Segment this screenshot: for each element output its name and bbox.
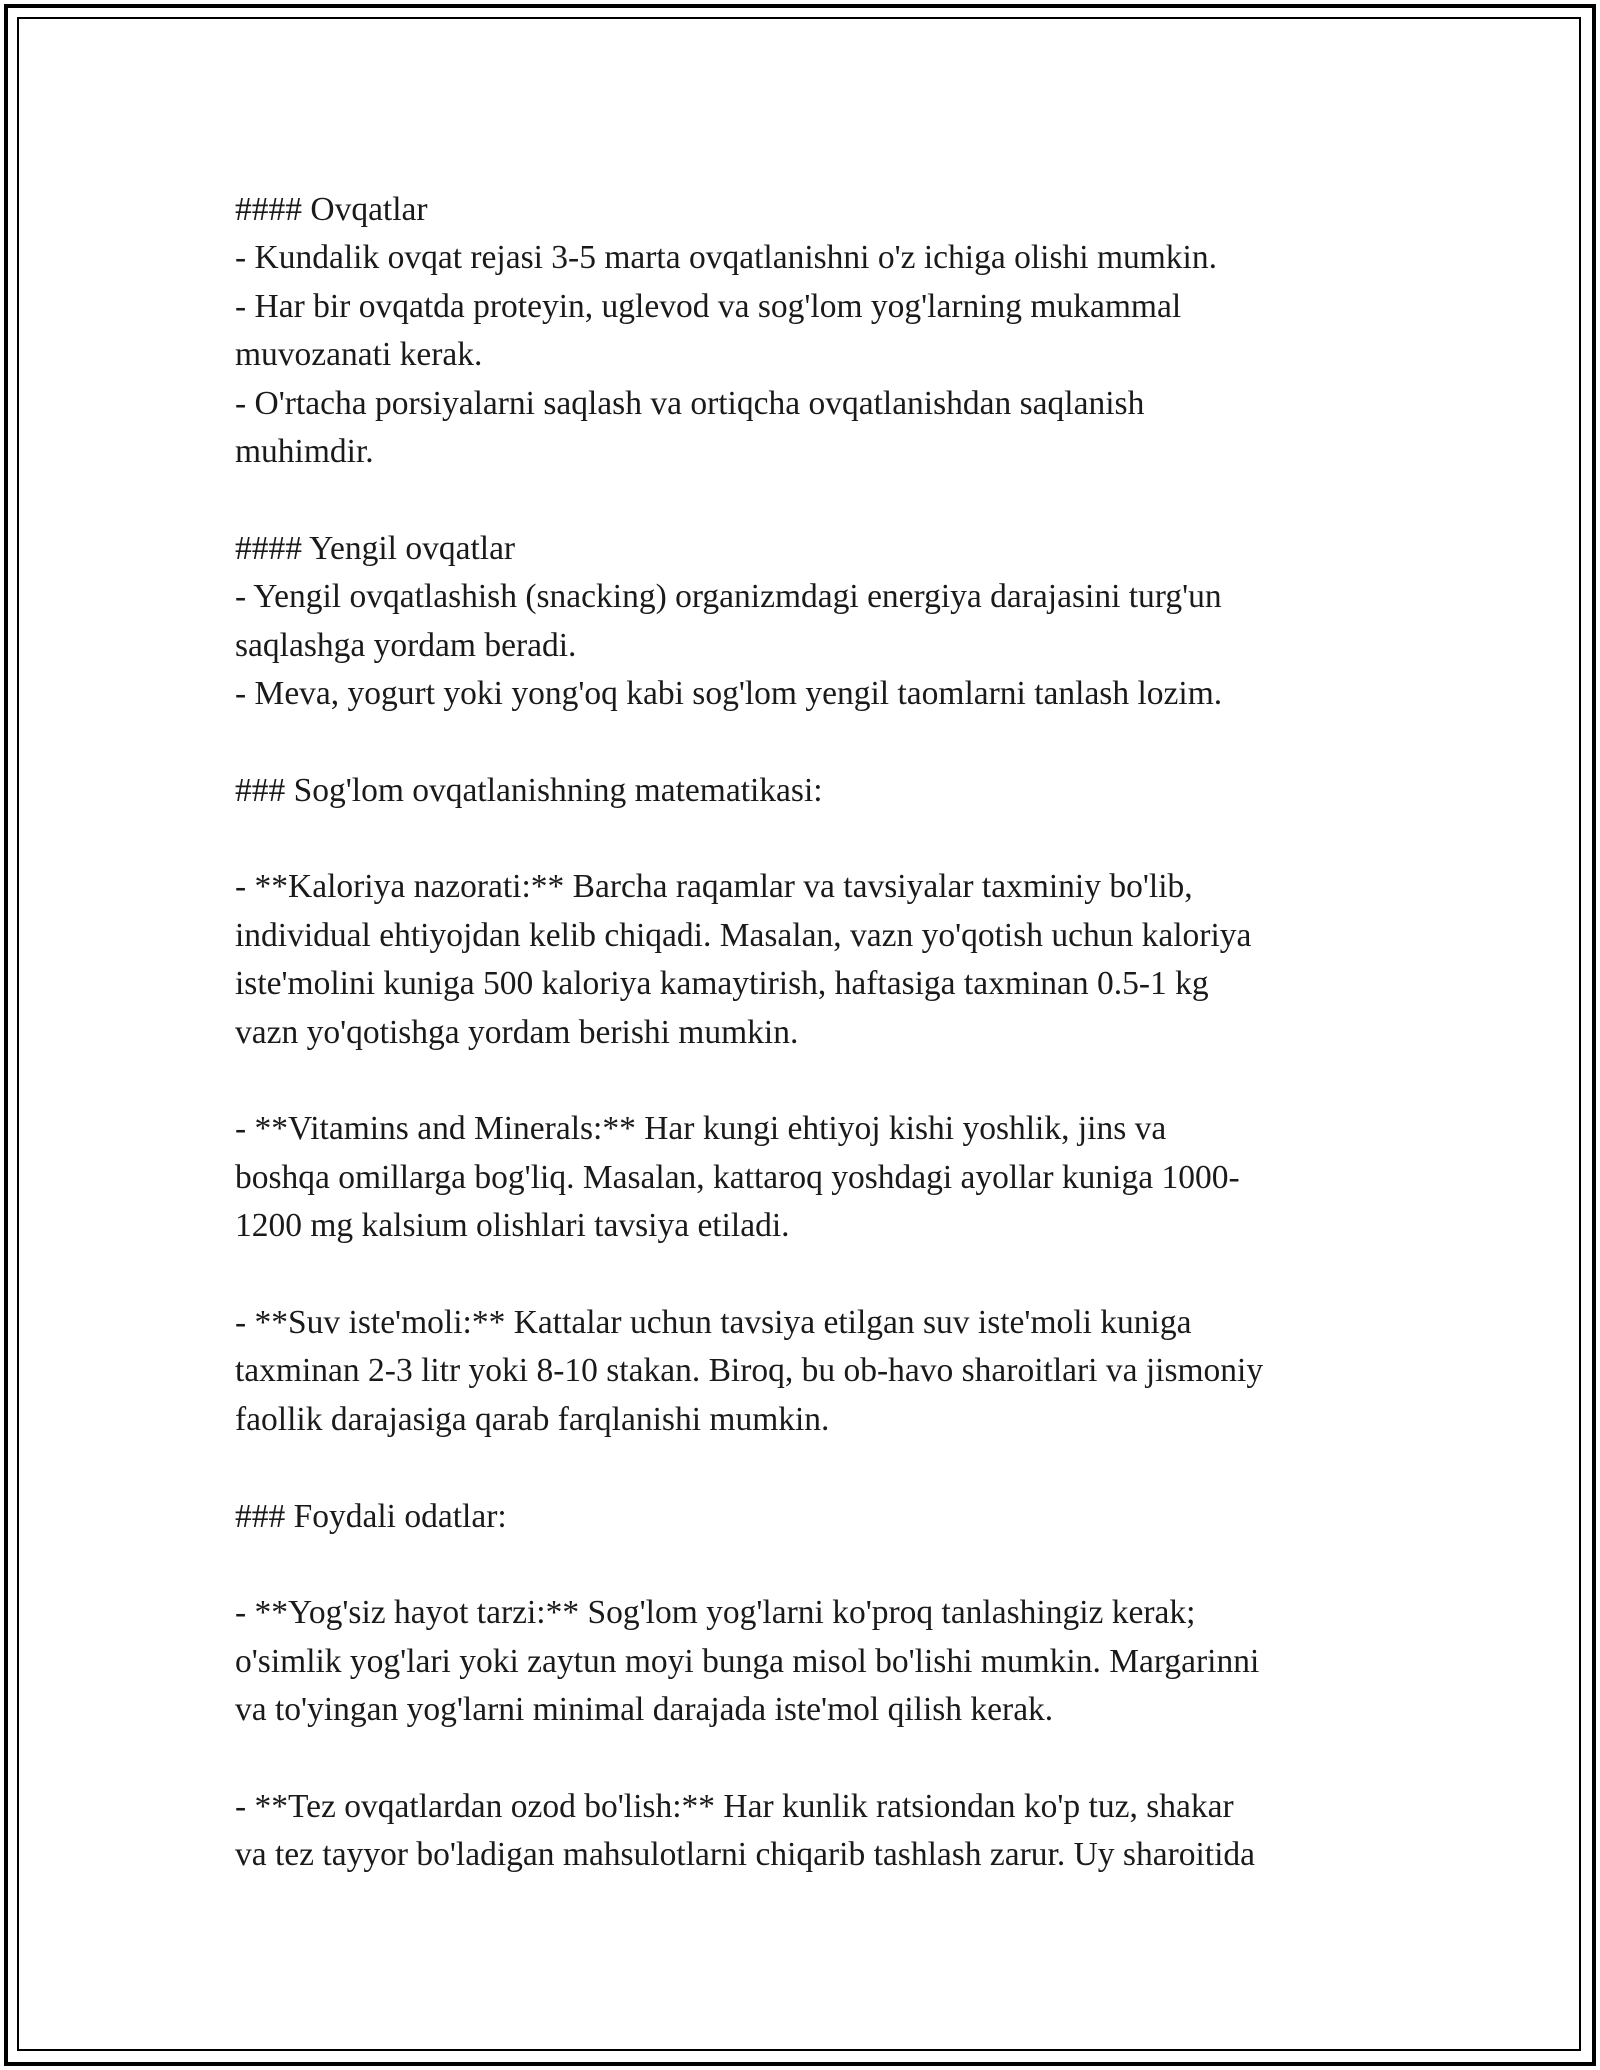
text-line: boshqa omillarga bog'liq. Masalan, kattaroq yoshdagi ayollar kuniga 1000- [235,1158,1240,1196]
text-line: #### Yengil ovqatlar [235,529,516,567]
blank-line [235,1541,1415,1589]
text-line: - **Kaloriya nazorati:** Barcha raqamlar va tavsiyalar taxminiy bo'lib, [235,868,1193,906]
text-line: va to'yingan yog'larni minimal darajada iste'mol qilish kerak. [235,1691,1054,1729]
text-line: muvozanati kerak. [235,336,483,374]
text-line: faollik darajasiga qarab farqlanishi mumkin. [235,1400,830,1438]
blank-line [235,718,1415,766]
blank-line [235,1444,1415,1492]
text-line: - Kundalik ovqat rejasi 3-5 marta ovqatlanishni o'z ichiga olishi mumkin. [235,239,1217,277]
text-line: - Meva, yogurt yoki yong'oq kabi sog'lom yengil taomlarni tanlash lozim. [235,674,1223,712]
text-line: muhimdir. [235,432,374,470]
text-line: va tez tayyor bo'ladigan mahsulotlarni chiqarib tashlash zarur. Uy sharoitida [235,1836,1256,1874]
blank-line [235,476,1415,524]
text-line: saqlashga yordam beradi. [235,626,577,664]
blank-line [235,815,1415,863]
text-line: 1200 mg kalsium olishlari tavsiya etiladi. [235,1207,790,1245]
text-line: - Har bir ovqatda proteyin, uglevod va sog'lom yog'larning mukammal [235,287,1182,325]
blank-line [235,1057,1415,1105]
text-line: - **Tez ovqatlardan ozod bo'lish:** Har kunlik ratsiondan ko'p tuz, shakar [235,1787,1234,1825]
blank-line [235,1735,1415,1783]
blank-line [235,1251,1415,1299]
text-line: taxminan 2-3 litr yoki 8-10 stakan. Biroq, bu ob-havo sharoitlari va jismoniy [235,1352,1264,1390]
text-line: #### Ovqatlar [235,191,428,228]
text-line: ### Sog'lom ovqatlanishning matematikasi: [235,771,823,809]
text-line: - **Suv iste'moli:** Kattalar uchun tavsiya etilgan suv iste'moli kuniga [235,1303,1192,1341]
document-text [235,186,1415,1880]
text-line: iste'molini kuniga 500 kaloriya kamaytirish, haftasiga taxminan 0.5-1 kg [235,965,1209,1003]
text-line: - Yengil ovqatlashish (snacking) organizmdagi energiya darajasini turg'un [235,578,1222,616]
text-line: - **Vitamins and Minerals:** Har kungi ehtiyoj kishi yoshlik, jins va [235,1110,1167,1148]
text-line: o'simlik yog'lari yoki zaytun moyi bunga misol bo'lishi mumkin. Margarinni [235,1642,1260,1680]
text-line: vazn yo'qotishga yordam berishi mumkin. [235,1013,799,1051]
text-line: - O'rtacha porsiyalarni saqlash va ortiqcha ovqatlanishdan saqlanish [235,384,1145,422]
text-line: individual ehtiyojdan kelib chiqadi. Masalan, vazn yo'qotish uchun kaloriya [235,916,1252,954]
text-line: - **Yog'siz hayot tarzi:** Sog'lom yog'larni ko'proq tanlashingiz kerak; [235,1594,1196,1632]
text-line: ### Foydali odatlar: [235,1497,507,1535]
